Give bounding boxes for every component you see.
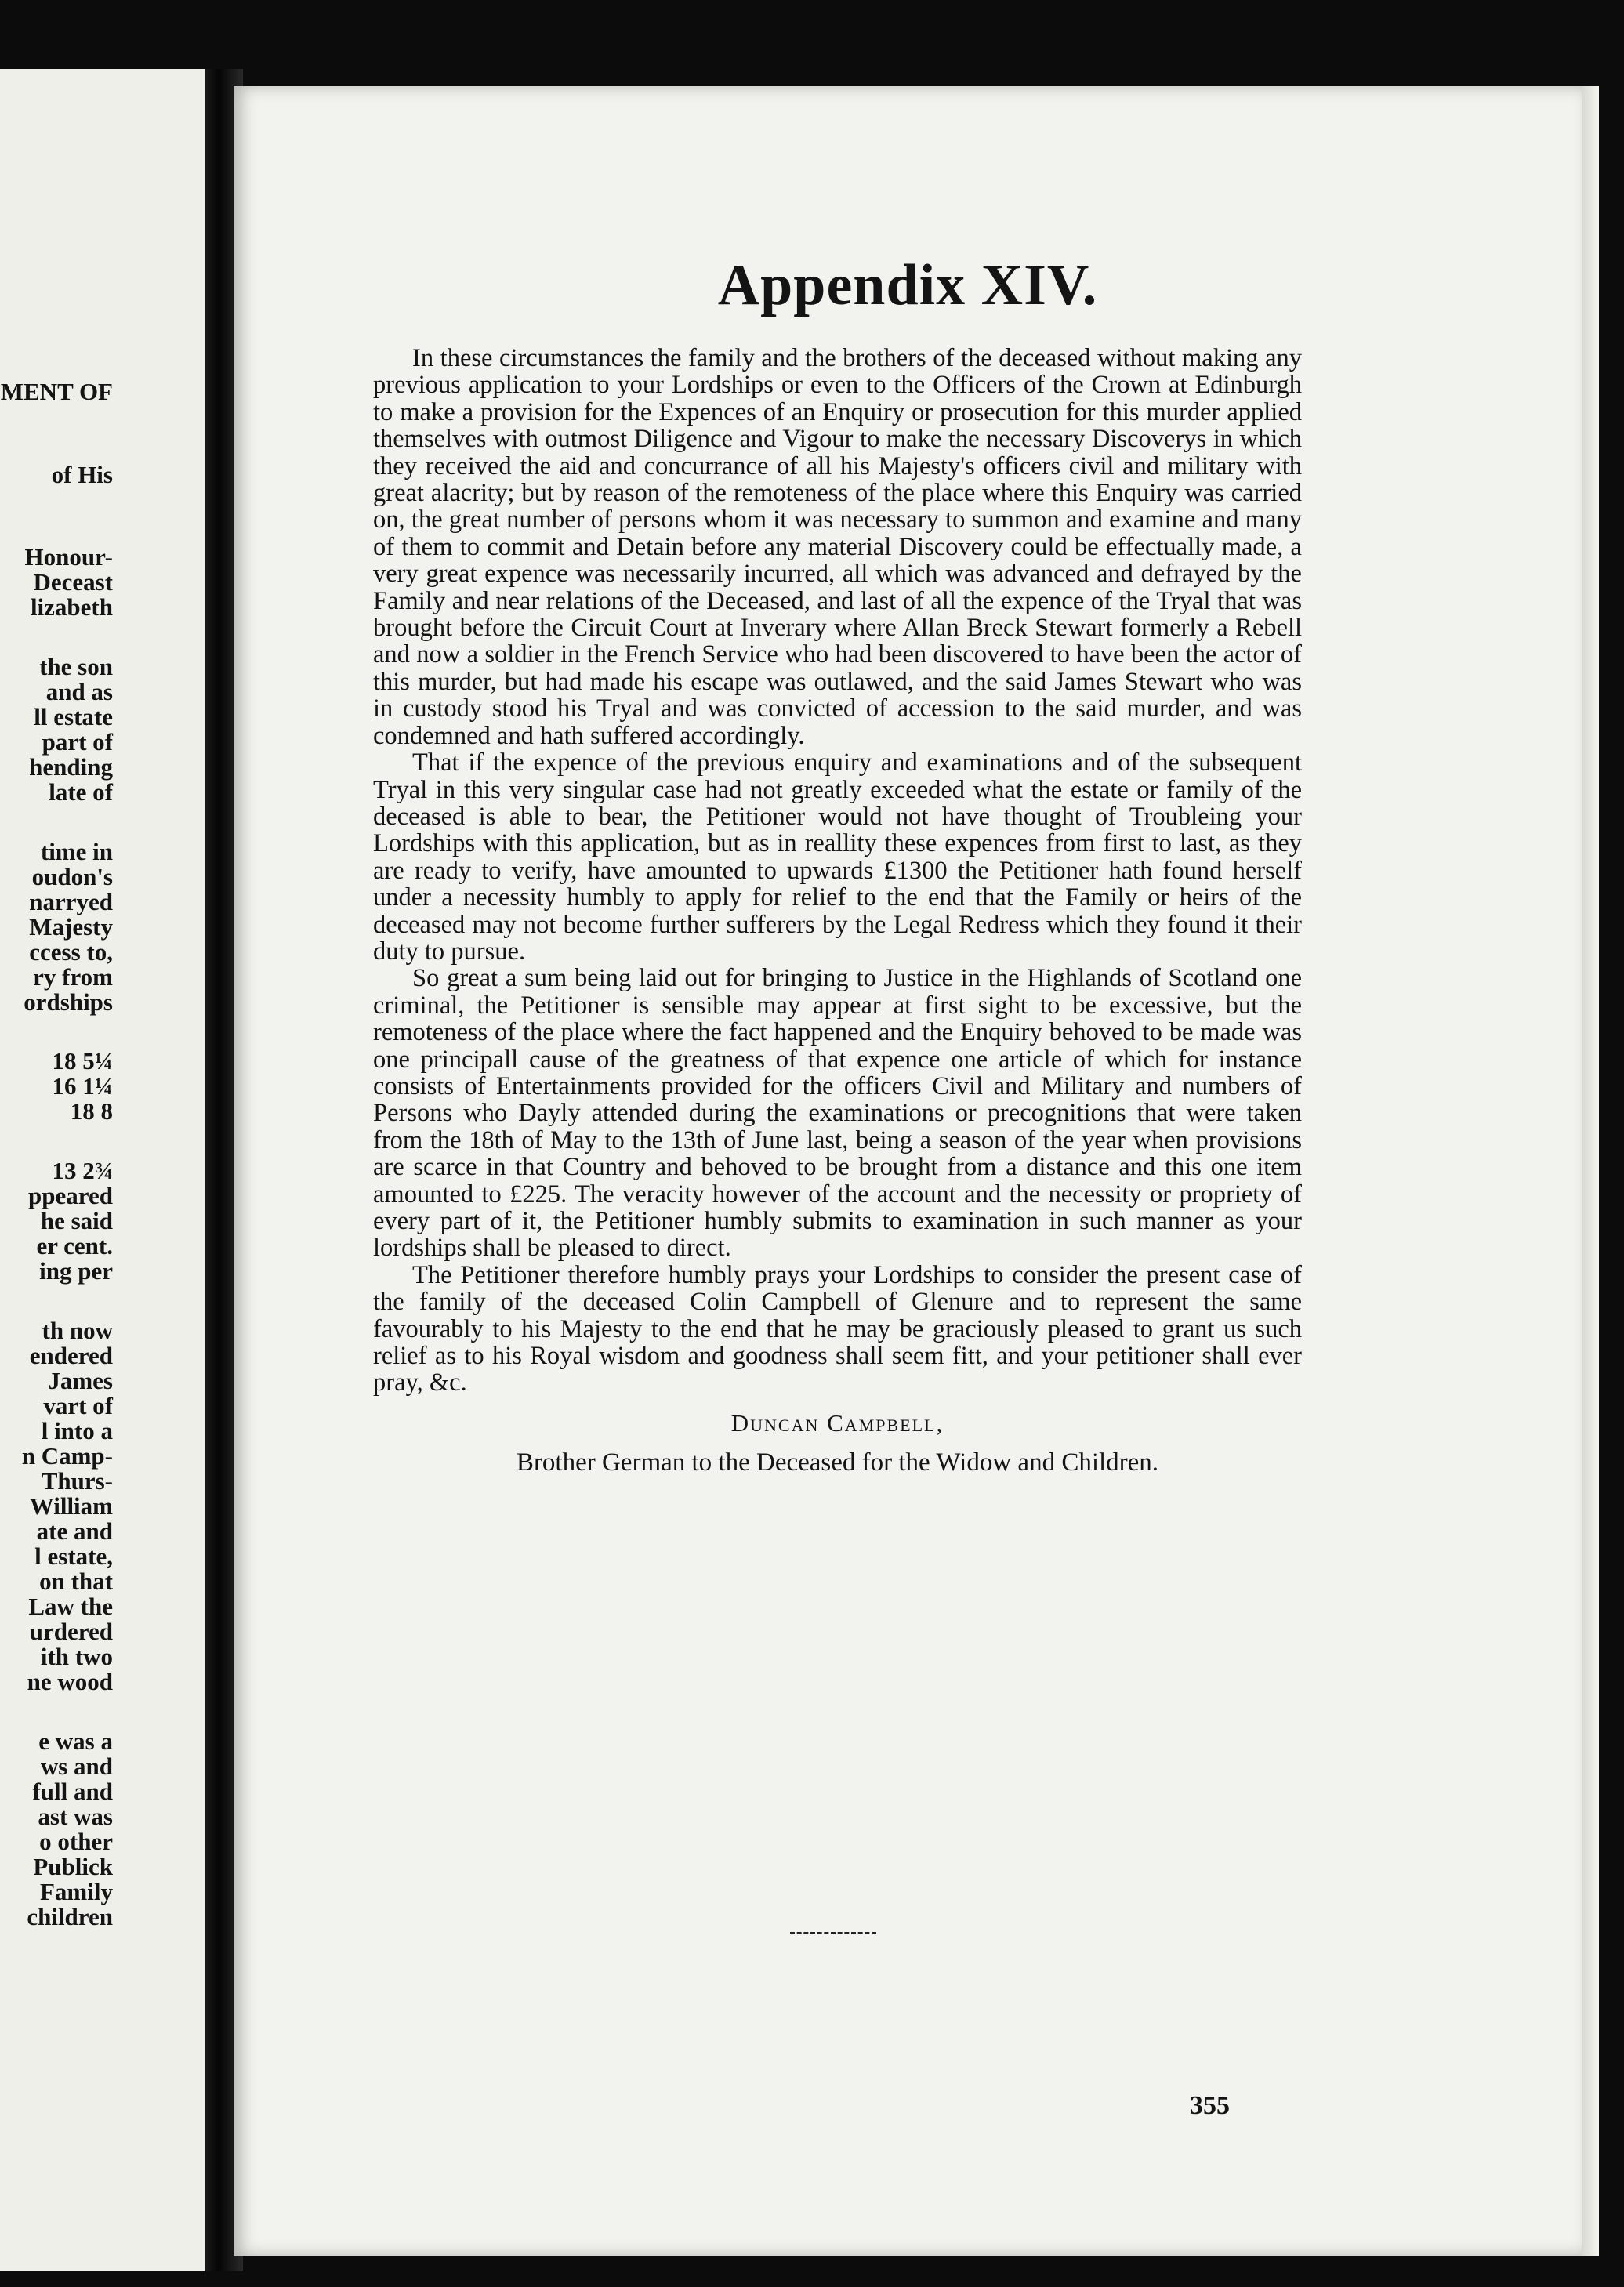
left-page-text-fragment: MENT OF (0, 378, 113, 405)
left-page-text-fragment: Deceast (33, 568, 113, 596)
left-page-text-fragment: 13 2¾ (52, 1157, 113, 1184)
left-page-text-fragment: ws and (40, 1752, 113, 1780)
left-page-text-fragment: children (27, 1903, 113, 1930)
left-page-text-fragment: 16 1¼ (52, 1072, 113, 1100)
left-page-text-fragment: endered (29, 1342, 113, 1369)
left-page-text-fragment: lizabeth (30, 593, 113, 621)
left-page-text-fragment: th now (42, 1317, 113, 1344)
left-page-text-fragment: ast was (38, 1803, 113, 1830)
left-page-text-fragment: hending (29, 753, 113, 781)
left-page-text-fragment: late of (49, 778, 113, 806)
page-number: 355 (1190, 2091, 1230, 2120)
left-page-text-fragment: o other (39, 1828, 113, 1855)
left-page-text-fragment: l into a (41, 1417, 113, 1444)
left-page-text-fragment: Publick (33, 1853, 113, 1880)
left-page-text-fragment: e was a (38, 1727, 113, 1755)
left-page-text-fragment: ppeared (28, 1182, 113, 1209)
left-page-text-fragment: and as (45, 678, 113, 705)
left-page-text-fragment: Thurs- (41, 1467, 113, 1495)
left-page-text-fragment: ry from (33, 963, 113, 991)
page-title: Appendix XIV. (717, 253, 1098, 317)
left-page-text-fragment: he said (40, 1207, 113, 1234)
page-edge (1582, 86, 1599, 2256)
left-page-text-fragment: Law the (28, 1593, 113, 1620)
left-page-text-fragment: oudon's (31, 863, 113, 890)
left-page-text-fragment: 18 5¼ (52, 1047, 113, 1075)
body-text (373, 345, 1302, 1478)
left-page-text-fragment: ne wood (27, 1668, 113, 1695)
left-page-text-fragment: part of (42, 728, 113, 756)
left-page-text-fragment: full and (32, 1778, 113, 1805)
left-page-text-fragment: ith two (40, 1643, 113, 1670)
left-page-text-fragment: narryed (29, 888, 113, 915)
paragraph-1: In these circumstances the family and the brothers of the deceased without making any previous application to your Lordships or even to the Officers of the Crown at Edinburgh to make a provision for the Expences of an Enquiry or prosecution for this murder applied themselves with outmost Diligence and Vigour to make the necessary Discoverys in which they received the aid and concurrance of all his Majesty's officers civil and military with great alacrity; but by reason of the remoteness of the place where this Enquiry was carried on, the great number of persons whom it was necessary to summon and examine and many of them to commit and Detain before any material Discovery could be effectually made, a very great expence was necessarily incurred, all which was advanced and defrayed by the Family and near relations of the Deceased, and last of all the expence of the Tryal that was brought before the Circuit Court at Inverary where Allan Breck Stewart formerly a Rebell and now a soldier in the French Service who had been discovered to have been the actor of this murder, but had made his escape was outlawed, and the said James Stewart who was in custody stood his Tryal and was convicted of accession to the said murder, and was condemned and hath suffered accordingly. (373, 344, 1302, 750)
divider-rule (790, 1932, 876, 1934)
left-page-text-fragment: the son (39, 653, 113, 680)
left-page-text-fragment: Family (40, 1878, 113, 1905)
left-page-text-fragment: l estate, (34, 1542, 113, 1570)
left-page-text-fragment: William (29, 1492, 113, 1520)
left-page-text-fragment: vart of (43, 1392, 113, 1419)
left-page-text-fragment: time in (40, 838, 113, 865)
paragraph-2: That if the expence of the previous enquiry and examinations and of the subsequent Tryal in this very singular case had not greatly exceeded what the estate or family of the deceased is able to bear, the Petitioner would not have thought of Troubleing your Lordships with this application, but as in reallity these expences from first to last, as they are ready to verify, have amounted to upwards £1300 the Petitioner hath found herself under a necessity humbly to apply for relief to the end that the Family or heirs of the deceased may not become further sufferers by the Legal Redress which they found it their duty to pursue. (373, 748, 1302, 966)
left-page-text-fragment: ordships (24, 988, 113, 1016)
left-page-text-fragment: ll estate (34, 703, 113, 730)
left-page-text-fragment: urdered (29, 1618, 113, 1645)
right-page (234, 86, 1582, 2256)
left-page-text-fragment: of His (51, 461, 113, 488)
left-page-text-fragment: n Camp- (21, 1442, 113, 1470)
left-page-text-fragment: on that (39, 1568, 113, 1595)
left-page-text-fragment: James (48, 1367, 113, 1394)
paragraph-3: So great a sum being laid out for bringing to Justice in the Highlands of Scotland one criminal, the Petitioner is sensible may appear at first sight to be excessive, but the remoteness of the place where the fact happened and the Enquiry behoved to be made was one principall cause of the greatness of that expence one article of which for instance consists of Entertainments provided for the officers Civil and Military and numbers of Persons who Dayly attended during the examinations or precognitions that were taken from the 18th of May to the 13th of June last, being a season of the year when provisions are scarce in that Country and behoved to be brought from a distance and this one item amounted to £225. The veracity however of the account and the necessity or propriety of every part of it, the Petitioner humbly submits to examination in such manner as your lordships shall be pleased to direct. (373, 964, 1302, 1263)
left-page-text-fragment: Honour- (24, 543, 113, 571)
left-page-text-fragment: ccess to, (29, 938, 113, 966)
left-page-fragment (0, 69, 205, 2271)
left-page-text-fragment: ate and (36, 1517, 113, 1545)
left-page-text-fragment: er cent. (36, 1232, 113, 1259)
left-page-text-fragment: Majesty (29, 913, 113, 941)
signature-name: Duncan Campbell, (730, 1408, 944, 1437)
left-page-text-fragment: ing per (39, 1257, 113, 1285)
left-page-text-fragment: 18 8 (70, 1097, 113, 1125)
signature-role: Brother German to the Deceased for the Widow and Children. (516, 1448, 1159, 1477)
paragraph-4: The Petitioner therefore humbly prays your Lordships to consider the present case of the family of the deceased Colin Campbell of Glenure and to represent the same favourably to his Majesty to the end that he may be graciously pleased to grant us such relief as to his Royal wisdom and goodness shall seem fitt, and your petitioner shall ever pray, &c. (373, 1260, 1302, 1397)
